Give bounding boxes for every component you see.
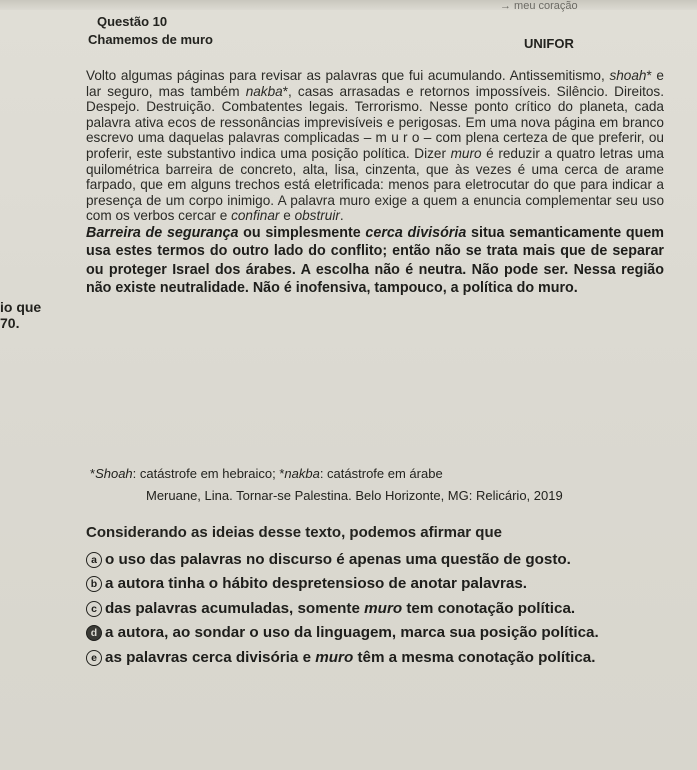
p2-part-b: situa semanticamente quem usa estes termos do outro lado do conflito; então não se trata mais que de separar ou proteger Israel dos árabes. A escolha não é neutra. Não pode ser. Nessa região não existe neutralidade. Não é inofensiva, tampouco, a política do muro. <box>86 224 664 297</box>
option-c-text-a: das palavras acumuladas, somente <box>105 599 365 617</box>
option-a[interactable] <box>86 550 688 570</box>
option-c[interactable] <box>86 599 688 619</box>
option-e-muro: muro <box>315 648 354 666</box>
answer-options <box>86 550 688 672</box>
p2-cerca: cerca divisória <box>365 224 467 241</box>
option-c-text-b: tem conotação política. <box>402 599 576 617</box>
footnote-shoah-def: : catástrofe em hebraico; * <box>132 466 285 481</box>
footnote-shoah: Shoah <box>95 466 133 481</box>
top-strip <box>0 0 697 10</box>
bibliographic-reference: Meruane, Lina. Tornar-se Palestina. Belo Horizonte, MG: Relicário, 2019 <box>146 488 563 503</box>
p1-part-c: *, casas arrasadas e retornos impossíveis. Silêncio. Direitos. Despejo. Destruição. Combatentes legais. Terrorismo. Nesse ponto crítico do planeta, cada palavra ativa ecos de ressonâncias imprevisíveis e perigosas. Em uma nova página em branco escrevo uma daquelas palavras complicadas – m u r o – com plena certeza de que preferir, ou proferir, este substantivo indica uma posição política. Dizer <box>86 83 664 161</box>
p1-part-a: Volto algumas páginas para revisar as palavras que fui acumulando. Antissemitismo, <box>86 68 610 83</box>
option-d[interactable] <box>86 623 688 643</box>
option-e-text-b: têm a mesma conotação política. <box>353 648 596 666</box>
option-b-text: a autora tinha o hábito despretensioso de anotar palavras. <box>105 575 527 593</box>
option-d-marked-circle-icon: d <box>86 625 102 641</box>
option-b[interactable] <box>86 574 688 594</box>
option-e-text-a: as palavras cerca divisória e <box>105 648 316 666</box>
p1-part-b: * e lar seguro, mas também <box>86 68 664 99</box>
p2-barreira: Barreira de segurança <box>86 224 239 241</box>
question-number: Questão 10 <box>97 14 168 29</box>
p1-confinar: confinar <box>231 208 280 224</box>
option-e-circle-icon: e <box>86 650 102 666</box>
option-d-text: a autora, ao sondar o uso da linguagem, marca sua posição política. <box>105 624 599 642</box>
p1-nakba: nakba <box>245 83 283 99</box>
option-e[interactable] <box>86 648 688 668</box>
question-stem: Considerando as ideias desse texto, podemos afirmar que <box>86 524 502 541</box>
paragraph-1 <box>86 68 664 224</box>
p1-obstruir: obstruir <box>294 208 340 224</box>
p1-part-e: e <box>279 208 295 224</box>
margin-fragment-2: 70. <box>0 315 20 331</box>
option-a-text: o uso das palavras no discurso é apenas uma questão de gosto. <box>105 551 571 568</box>
footnote-nakba: nakba <box>284 466 320 481</box>
option-c-muro: muro <box>364 599 403 617</box>
margin-fragment-1: io que <box>0 299 42 315</box>
option-b-circle-icon: b <box>86 576 102 592</box>
footnote <box>90 466 443 481</box>
option-c-circle-icon: c <box>86 601 102 617</box>
p1-part-f: . <box>339 208 344 224</box>
p1-part-d: é reduzir a quatro letras uma quilométrica barreira de concreto, alta, lisa, cinzenta, que às vezes é uma cerca de arame farpado, que em alguns trechos está eletrificada: menos para eletrocutar do que para indicar a presença de um corpo inimigo. A palavra muro exige a quem a enuncia complementar seu uso com os verbos cercar e <box>86 145 664 224</box>
p2-part-a: ou simplesmente <box>238 224 366 241</box>
text-title: Chamemos de muro <box>88 32 213 47</box>
footnote-nakba-def: : catástrofe em árabe <box>319 466 443 481</box>
text-body <box>86 68 664 298</box>
option-a-circle-icon: a <box>86 552 102 568</box>
top-fragment: → meu coração <box>500 0 578 12</box>
exam-source: UNIFOR <box>524 36 574 51</box>
paragraph-2 <box>86 224 664 298</box>
p1-muro: muro <box>450 145 482 161</box>
p1-shoah: shoah <box>609 68 647 83</box>
footnote-star: * <box>90 466 96 481</box>
